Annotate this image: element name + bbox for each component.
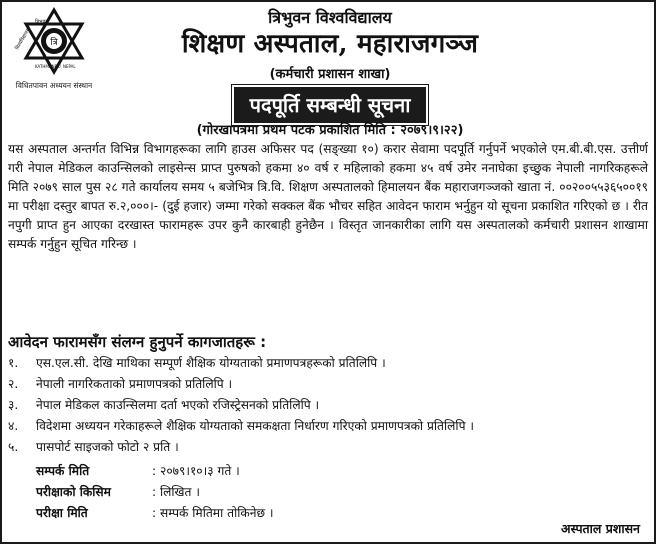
signature-hospital-administration: अस्पताल प्रशासन xyxy=(561,521,640,536)
item-text: पासपोर्ट साइजको फोटो २ प्रति । xyxy=(36,440,179,454)
emblem-bottom-right-text: NEPAL xyxy=(63,64,76,69)
info-value: : लिखित । xyxy=(152,485,200,499)
notice-body-paragraph: यस अस्पताल अन्तर्गत विभिन्न विभागहरूका लागि हाउस अफिसर पद (सङ्ख्या १०) करार सेवामा पदपूर्ति गर्नुपर्ने भएकोले एम.बी.बी.एस. उत्तीर्ण गरी नेपाल मेडिकल काउन्सिलको लाइसेन्स प्राप्त पुरुषको हकमा ४० वर्ष र महिलाको हकमा ४५ वर्ष उमेर ननाघेका इच्छुक नेपाली नागरिकहरूले मिति २०७९ साल पुस २८ गते कार्यालय समय ५ बजेभित्र त्रि.वि. शिक्षण अस्पतालको हिमालयन बैंक महाराजगञ्जको खाता नं. ००२००५५३६५००१९ मा परीक्षा दस्तुर बापत रु.२,०००।- (दुई हजार) जम्मा गरेको सक्कल बैंक भौचर सहित आवेदन फाराम भर्नुहुन यो सूचना प्रकाशित गरिएको छ । रीत नपुगी प्राप्त हुन आएका दरखास्त फारामहरू उपर कुनै कारबाही हुनेछैन । विस्तृत जानकारीका लागि यस अस्पतालको कर्मचारी प्रशासन शाखामा सम्पर्क गर्नुहुन सूचित गरिन्छ । xyxy=(8,142,648,251)
item-number: २. xyxy=(8,377,19,391)
item-number: १. xyxy=(8,356,19,370)
documents-heading: आवेदन फारामसँग संलग्न हुनुपर्ने कागजातहरू : xyxy=(8,333,267,351)
item-text: नेपाल मेडिकल काउन्सिलमा दर्ता भएको रजिस्ट्रेसनको प्रतिलिपि । xyxy=(36,398,320,412)
info-value: : २०७९।१०।३ गते । xyxy=(152,464,240,478)
item-number: ४. xyxy=(8,419,19,433)
emblem-top-text: त्रिभुवन xyxy=(35,19,49,25)
svg-text:त्रि: त्रि xyxy=(50,38,58,48)
list-item xyxy=(8,375,648,396)
list-item xyxy=(8,396,648,417)
info-value: : सम्पर्क मितिमा तोकिनेछ । xyxy=(152,506,274,520)
contact-info-block xyxy=(36,462,274,525)
emblem-motto: विधितपावन अध्ययन संस्थान xyxy=(15,81,93,90)
list-item xyxy=(8,354,648,375)
info-row-exam-date xyxy=(36,504,274,525)
list-item xyxy=(8,438,648,459)
university-name: त्रिभुवन विश्वविद्यालय xyxy=(268,8,392,27)
documents-list xyxy=(8,354,648,459)
notice-title: पदपूर्ति सम्बन्धी सूचना xyxy=(234,87,427,123)
info-row-contact-date xyxy=(36,462,274,483)
list-item xyxy=(8,417,648,438)
info-label: परीक्षा मिति xyxy=(36,506,88,520)
emblem-left-text: विश्वविद्यालय xyxy=(14,27,32,51)
item-text: नेपाली नागरिकताको प्रमाणपत्रको प्रतिलिपि । xyxy=(36,377,233,391)
emblem-bottom-left-text: KATHMANDU xyxy=(35,64,61,69)
hospital-name: शिक्षण अस्पताल, महाराजगञ्ज xyxy=(181,29,479,59)
item-text: एस.एल.सी. देखि माथिका सम्पूर्ण शैक्षिक योग्यताको प्रमाणपत्रहरूको प्रतिलिपि । xyxy=(36,356,386,370)
item-number: ५. xyxy=(8,440,19,454)
info-row-exam-type xyxy=(36,483,274,504)
publication-date: (गोरखापत्रमा प्रथम पटक प्रकाशित मिति : २०७९।९।२२) xyxy=(196,123,464,138)
info-label: परीक्षाको किसिम xyxy=(36,485,111,499)
branch-name: (कर्मचारी प्रशासन शाखा) xyxy=(269,67,391,82)
notice-title-banner xyxy=(2,87,658,123)
info-label: सम्पर्क मिति xyxy=(36,464,90,478)
item-number: ३. xyxy=(8,398,19,412)
item-text: विदेशमा अध्ययन गरेकाहरूले शैक्षिक योग्यताको समकक्षता निर्धारण गरिएको प्रमाणपत्रको प्रतिलिपि । xyxy=(36,419,474,433)
